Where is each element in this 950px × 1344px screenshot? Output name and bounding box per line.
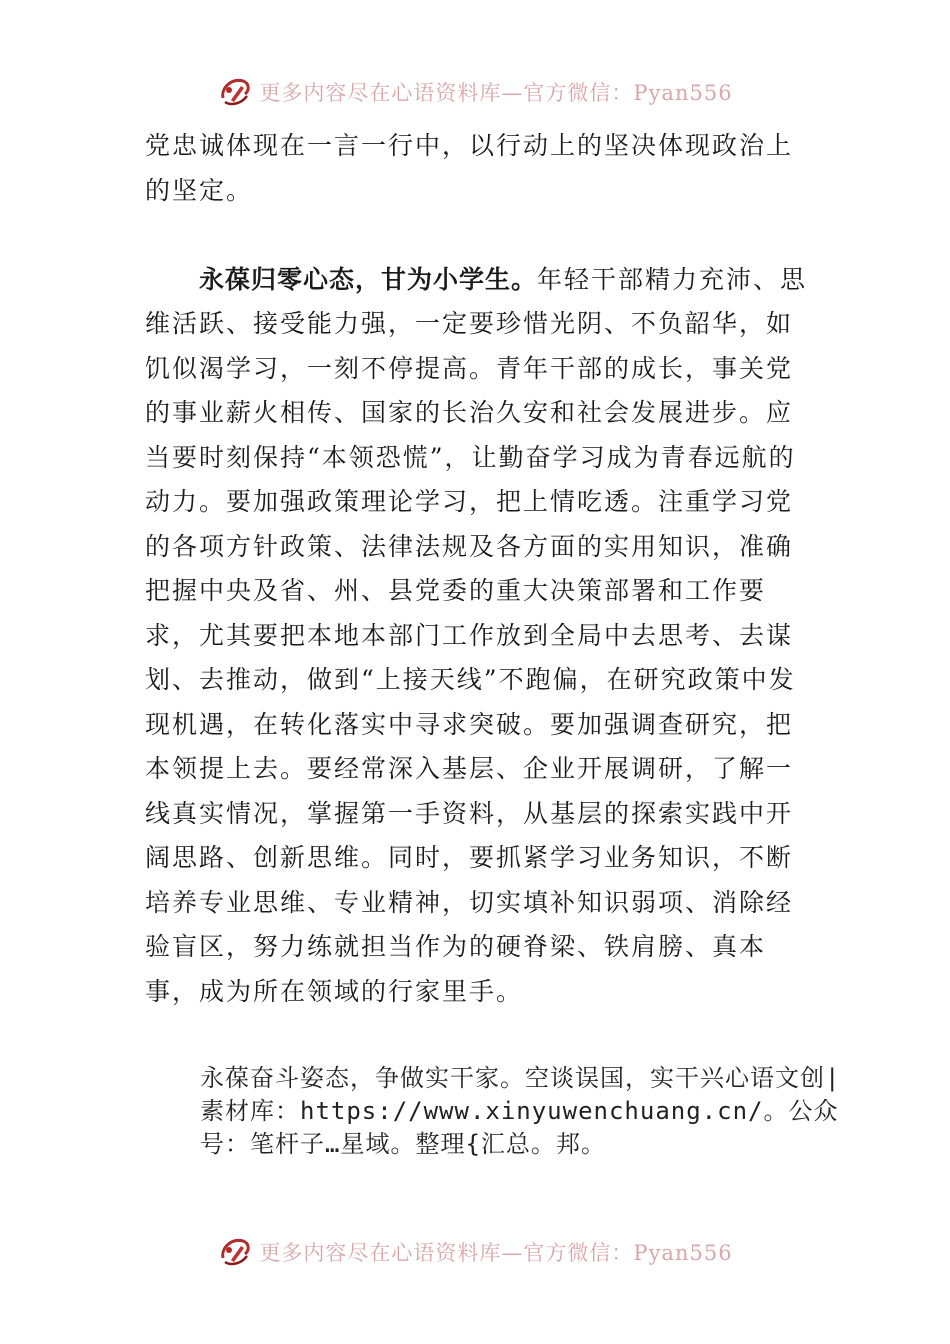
header-banner xyxy=(0,72,950,112)
paragraph-2-heading: 永葆归零心态，甘为小学生。 xyxy=(199,264,538,294)
paragraph-2-text: 年轻干部精力充沛、思维活跃、接受能力强，一定要珍惜光阴、不负韶华，如饥似渴学习，一刻不停提高。青年干部的成长，事关党的事业薪火相传、国家的长治久安和社会发展进步。应当要时刻保持“本领恐慌”，让勤奋学习成为青春远航的动力。要加强政策理论学习，把上情吃透。注重学习党的各项方针政策、法律法规及各方面的实用知识，准确把握中央及省、州、县党委的重大决策部署和工作要求，尤其要把本地本部门工作放到全局中去思考、去谋划、去推动，做到“上接天线”不跑偏，在研究政策中发现机遇，在转化落实中寻求突破。要加强调查研究，把本领提上去。要经常深入基层、企业开展调研，了解一线真实情况，掌握第一手资料，从基层的探索实践中开阔思路、创新思维。同时，要抓紧学习业务知识，不断培养专业思维、专业精神，切实填补知识弱项、消除经验盲区，努力练就担当作为的硬脊梁、铁肩膀、真本事，成为所在领域的行家里手。 xyxy=(145,264,808,1006)
header-banner-text: 更多内容尽在心语资料库—官方微信：Pyan556 xyxy=(259,81,733,105)
footer-banner xyxy=(0,1232,950,1272)
red-pen-swirl-logo-icon xyxy=(217,1234,253,1270)
paragraph-1: 党忠诚体现在一言一行中，以行动上的坚决体现政治上的坚定。 xyxy=(145,131,794,205)
footer-banner-text: 更多内容尽在心语资料库—官方微信：Pyan556 xyxy=(259,1241,733,1265)
document-body xyxy=(145,124,813,1014)
footer-note: 永葆奋斗姿态，争做实干家。空谈误国，实干兴心语文创|素材库：https://www.xinyuwenchuang.cn/。公众号：笔杆子…星域。整理{汇总。邦。 xyxy=(200,1064,841,1158)
red-pen-swirl-logo-icon xyxy=(217,74,253,110)
paragraph-2 xyxy=(145,258,813,1015)
